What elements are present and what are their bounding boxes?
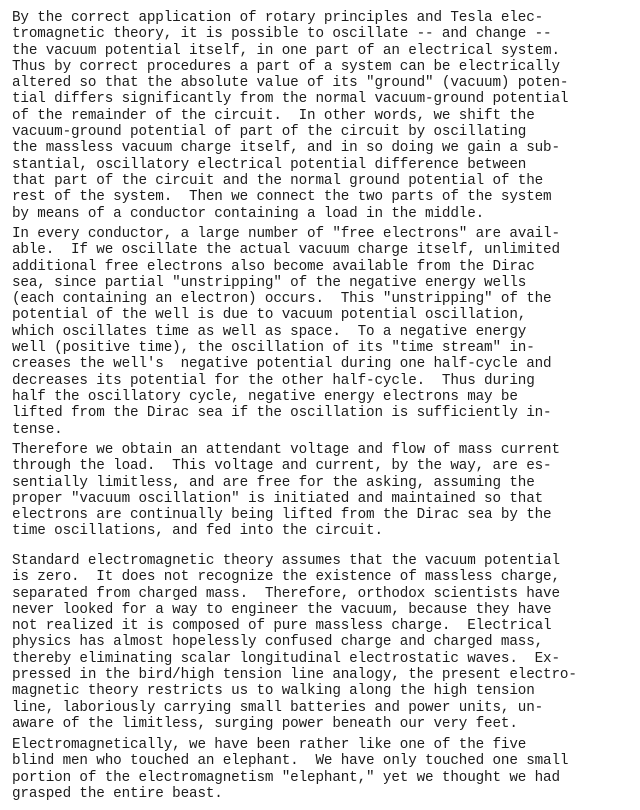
- text-line: Electromagnetically, we have been rather like one of the five: [12, 737, 527, 753]
- paragraph-3: [12, 442, 560, 540]
- text-line: by means of a conductor containing a load in the middle.: [12, 205, 485, 222]
- text-line: the massless vacuum charge itself, and in so doing we gain a sub-: [12, 140, 560, 157]
- text-line: rest of the system. Then we connect the two parts of the system: [12, 189, 552, 206]
- text-line: In every conductor, a large number of "free electrons" are avail-: [12, 226, 560, 242]
- text-line: never looked for a way to engineer the vacuum, because they have: [12, 601, 552, 618]
- text-line: is zero. It does not recognize the existence of massless charge,: [12, 569, 560, 586]
- text-line: proper "vacuum oscillation" is initiated and maintained so that: [12, 490, 544, 507]
- text-line: aware of the limitless, surging power beneath our very feet.: [12, 715, 518, 732]
- text-line: Thus by correct procedures a part of a system can be electrically: [12, 58, 560, 75]
- paragraph-5: [12, 737, 568, 802]
- text-line: potential of the well is due to vacuum potential oscillation,: [12, 307, 527, 324]
- text-line: half the oscillatory cycle, negative energy electrons may be: [12, 388, 518, 405]
- text-line: electrons are continually being lifted from the Dirac sea by the: [12, 507, 552, 524]
- text-line: line, laboriously carrying small batteries and power units, un-: [12, 699, 544, 716]
- text-line: stantial, oscillatory electrical potential difference between: [12, 156, 527, 173]
- paragraph-4: [12, 553, 577, 732]
- text-line: physics has almost hopelessly confused charge and charged mass,: [12, 634, 544, 651]
- text-line: well (positive time), the oscillation of its "time stream" in-: [12, 340, 535, 357]
- text-line: creases the well's negative potential during one half-cycle and: [12, 356, 552, 373]
- text-line: altered so that the absolute value of its "ground" (vacuum) poten-: [12, 75, 569, 92]
- text-line: sentially limitless, and are free for the asking, assuming the: [12, 474, 535, 491]
- text-line: able. If we oscillate the actual vacuum charge itself, unlimited: [12, 242, 560, 259]
- text-line: (each containing an electron) occurs. This "unstripping" of the: [12, 291, 552, 308]
- text-line: grasped the entire beast.: [12, 785, 223, 802]
- text-line: tial differs significantly from the normal vacuum-ground potential: [12, 91, 569, 108]
- text-line: pressed in the bird/high tension line analogy, the present electro-: [12, 667, 577, 684]
- text-line: tromagnetic theory, it is possible to oscillate -- and change --: [12, 26, 552, 43]
- paragraph-2: [12, 226, 560, 438]
- paragraph-1: [12, 10, 568, 222]
- text-line: magnetic theory restricts us to walking along the high tension: [12, 683, 535, 700]
- text-line: the vacuum potential itself, in one part of an electrical system.: [12, 42, 560, 59]
- text-line: that part of the circuit and the normal ground potential of the: [12, 172, 544, 189]
- text-line: lifted from the Dirac sea if the oscillation is sufficiently in-: [12, 405, 552, 422]
- text-line: decreases its potential for the other half-cycle. Thus during: [12, 372, 535, 389]
- text-line: not realized it is composed of pure massless charge. Electrical: [12, 618, 552, 635]
- text-line: additional free electrons also become available from the Dirac: [12, 258, 535, 275]
- text-line: sea, since partial "unstripping" of the negative energy wells: [12, 274, 527, 291]
- text-line: tense.: [12, 421, 63, 438]
- text-line: separated from charged mass. Therefore, orthodox scientists have: [12, 585, 560, 602]
- text-line: through the load. This voltage and current, by the way, are es-: [12, 458, 552, 475]
- text-line: blind men who touched an elephant. We have only touched one small: [12, 753, 569, 770]
- text-line: Standard electromagnetic theory assumes that the vacuum potential: [12, 553, 560, 569]
- text-line: Therefore we obtain an attendant voltage and flow of mass current: [12, 442, 560, 458]
- text-line: thereby eliminating scalar longitudinal electrostatic waves. Ex-: [12, 650, 560, 667]
- text-line: vacuum-ground potential of part of the circuit by oscillating: [12, 124, 527, 141]
- text-line: which oscillates time as well as space. To a negative energy: [12, 323, 527, 340]
- text-line: time oscillations, and fed into the circuit.: [12, 523, 383, 540]
- text-line: of the remainder of the circuit. In other words, we shift the: [12, 107, 535, 124]
- text-line: portion of the electromagnetism "elephant," yet we thought we had: [12, 769, 560, 786]
- text-line: By the correct application of rotary principles and Tesla elec-: [12, 10, 544, 26]
